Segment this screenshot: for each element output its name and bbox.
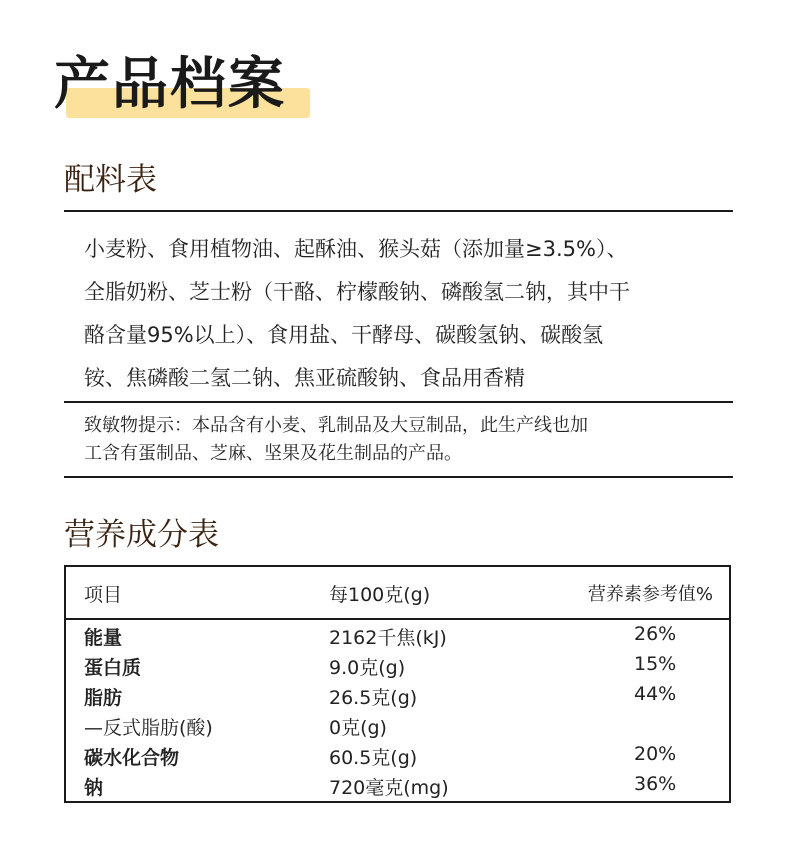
row-item: 脂肪 xyxy=(84,687,123,709)
ingredients-line: 全脂奶粉、芝士粉（干酪、柠檬酸钠、磷酸氢二钠，其中干 xyxy=(84,280,630,304)
divider xyxy=(64,210,733,212)
allergen-notice xyxy=(84,412,724,468)
divider xyxy=(64,401,733,403)
row-nrv: 20% xyxy=(634,743,677,765)
allergen-line: 工含有蛋制品、芝麻、坚果及花生制品的产品。 xyxy=(84,443,462,464)
row-nrv: 36% xyxy=(634,773,677,795)
row-item: 钠 xyxy=(84,777,104,799)
row-nrv: 26% xyxy=(634,623,677,645)
row-amount: 0克(g) xyxy=(329,717,387,739)
allergen-line: 致敏物提示：本品含有小麦、乳制品及大豆制品，此生产线也加 xyxy=(84,415,588,436)
table-header xyxy=(66,567,729,620)
table-row xyxy=(66,771,729,801)
ingredients-heading: 配料表 xyxy=(64,162,157,198)
ingredients-line: 酪含量95%以上）、食用盐、干酵母、碳酸氢钠、碳酸氢 xyxy=(84,323,604,347)
nutrition-table xyxy=(64,565,731,803)
row-item: 碳水化合物 xyxy=(84,747,180,769)
row-amount: 60.5克(g) xyxy=(329,747,418,769)
row-amount: 26.5克(g) xyxy=(329,687,418,709)
table-row xyxy=(66,621,729,651)
ingredients-text xyxy=(84,228,724,400)
page-title-block xyxy=(54,52,294,122)
table-row xyxy=(66,711,729,741)
page-title: 产品档案 xyxy=(54,52,286,117)
nutrition-heading: 营养成分表 xyxy=(64,517,219,553)
row-nrv: 15% xyxy=(634,653,677,675)
row-amount: 2162千焦(kJ) xyxy=(329,627,447,649)
row-item: —反式脂肪(酸) xyxy=(84,717,213,739)
table-row xyxy=(66,651,729,681)
row-item: 蛋白质 xyxy=(84,657,142,679)
table-row xyxy=(66,681,729,711)
row-item: 能量 xyxy=(84,627,123,649)
row-nrv: 44% xyxy=(634,683,677,705)
ingredients-line: 铵、焦磷酸二氢二钠、焦亚硫酸钠、食品用香精 xyxy=(84,366,525,390)
ingredients-line: 小麦粉、食用植物油、起酥油、猴头菇（添加量≥3.5%）、 xyxy=(84,237,628,261)
header-per-100g: 每100克(g) xyxy=(329,584,431,606)
row-amount: 720毫克(mg) xyxy=(329,777,449,799)
header-nrv: 营养素参考值% xyxy=(587,584,713,605)
row-amount: 9.0克(g) xyxy=(329,657,406,679)
header-item: 项目 xyxy=(84,584,123,606)
table-row xyxy=(66,741,729,771)
divider xyxy=(64,476,733,478)
